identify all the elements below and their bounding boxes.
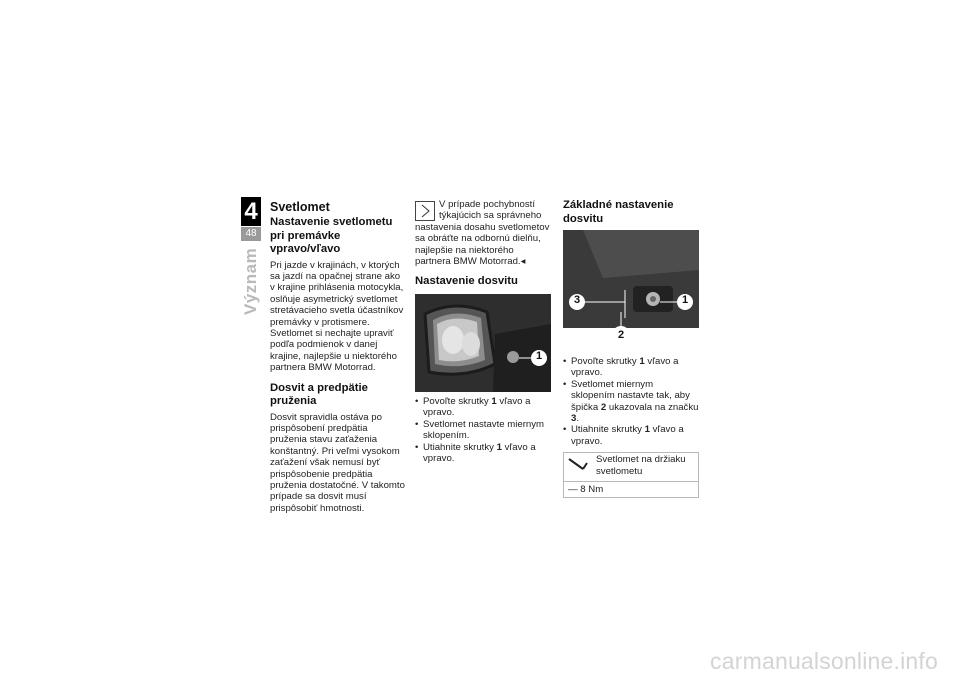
- list-item: • Svetlomet nastavte miernym sklopením.: [415, 419, 551, 442]
- watermark: carmanualsonline.info: [710, 648, 938, 674]
- heading-basic-setting: Základné nastavenie dosvitu: [563, 199, 674, 225]
- section-title: Svetlomet: [270, 200, 330, 214]
- page-number: 48: [241, 227, 261, 241]
- torque-title: Svetlomet na držiaku svetlometu: [596, 454, 686, 477]
- range-steps: [415, 396, 551, 464]
- torque-value: 8 Nm: [580, 484, 604, 496]
- torque-table: [563, 452, 699, 498]
- note-block: [415, 199, 551, 267]
- column-2: [415, 199, 551, 464]
- basic-steps: [563, 356, 699, 447]
- heading-headlight-traffic: Nastavenie svetlometu pri premávke vpravo/vľavo: [270, 216, 393, 255]
- photo-label-1: 1: [681, 294, 689, 306]
- heading-range-preload: Dosvit a predpätie pruženia: [270, 381, 368, 408]
- list-item: • Utiahnite skrutky 1 vľavo a vpravo.: [563, 424, 699, 447]
- list-item: • Utiahnite skrutky 1 vľavo a vpravo.: [415, 442, 551, 465]
- note-text: V prípade pochybností týkajúcich sa správneho nastavenia dosahu svetlometov sa obráťte na odbornú dielňu, najlepšie na niektorého partnera BMW Motorrad.◂: [415, 199, 550, 268]
- photo-label-3: 3: [573, 294, 581, 306]
- photo-label-1: 1: [535, 349, 543, 362]
- heading-range-adjust: Nastavenie dosvitu: [415, 275, 518, 288]
- photo-basic-setting: [563, 230, 699, 328]
- list-item: • Svetlomet miernym sklopením nastavte tak, aby špička 2 ukazovala na značku 3.: [563, 379, 699, 425]
- note-icon: [415, 201, 435, 221]
- text-range-preload: Dosvit spravidla ostáva po prispôsobení predpätia pruženia stavu zaťaženia konštantný. Pri veľmi vysokom zaťažení však nemusí byť prispôsobenie predpätia pruženia dostatočné. V takomto prípade sa dosvit musí prispôsobiť hmotnosti.: [270, 411, 405, 514]
- wrench-icon: [564, 453, 595, 482]
- column-1: [270, 200, 406, 514]
- text-headlight-traffic: Pri jazde v krajinách, v ktorých sa jazdí na opačnej strane ako v krajine prihlásenia motocykla, oslňuje asymetrický svetlomet stretávacieho svetla účastníkov premávky v protismere. Svetlomet si nechajte upraviť podľa podmienok v danej krajine, najlepšie u niektorého partnera BMW Motorrad.: [270, 259, 404, 374]
- list-item: • Povoľte skrutky 1 vľavo a vpravo.: [563, 356, 699, 379]
- chapter-label: Význam: [241, 247, 260, 315]
- torque-dash: —: [568, 484, 578, 496]
- column-3: [563, 199, 699, 498]
- photo-label-2: 2: [612, 326, 630, 344]
- torque-value-cell: [564, 482, 699, 498]
- chapter-number: 4: [241, 197, 261, 226]
- photo-headlight-range: [415, 294, 551, 392]
- list-item: • Povoľte skrutky 1 vľavo a vpravo.: [415, 396, 551, 419]
